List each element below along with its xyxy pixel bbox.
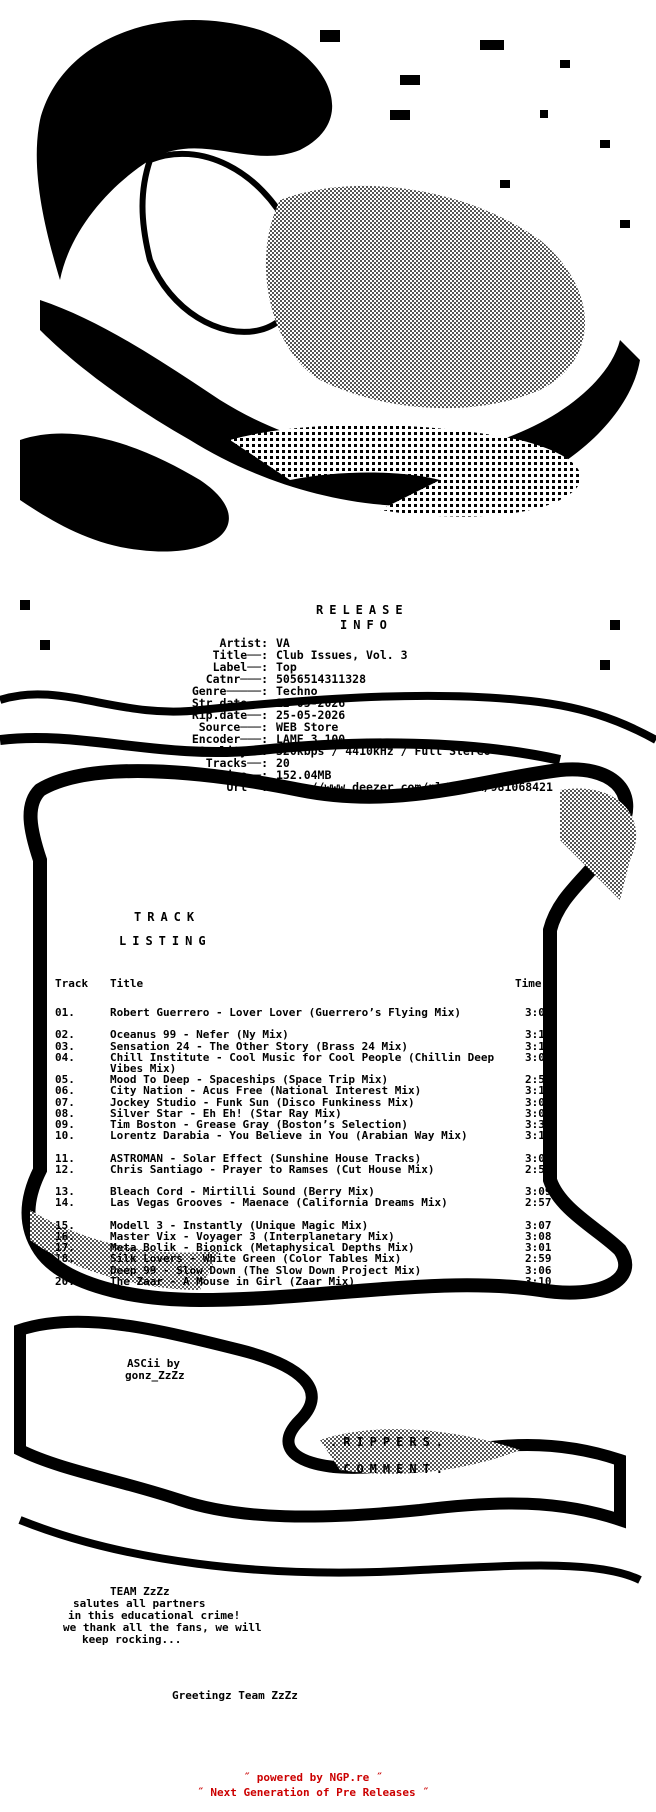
track-time: 3:10	[525, 1274, 552, 1288]
ascii-by-label: ASCii by	[127, 1357, 180, 1370]
release-info-value: Top	[276, 660, 297, 674]
release-info-value: http://www.deezer.com/nl/album/981068421	[276, 780, 553, 794]
track-time: 3:17	[525, 1028, 552, 1042]
track-number: 20.	[55, 1274, 75, 1288]
release-info-row	[150, 757, 610, 769]
rippers-heading-1: .RIPPERS.	[330, 1435, 450, 1449]
track-number: 08.	[55, 1106, 75, 1120]
track-time: 3:01	[525, 1241, 552, 1255]
col-header-track: Track	[55, 977, 89, 990]
rippers-comment-line: we thank all the fans, we will	[63, 1621, 262, 1634]
track-time: 3:09	[525, 1185, 552, 1199]
ascii-by-author: gonz_ZzZz	[125, 1369, 185, 1382]
release-info-heading-2: INFO	[340, 618, 393, 632]
release-info-value: VA	[276, 636, 290, 650]
track-number: 12.	[55, 1162, 75, 1176]
release-info-key: Artist:	[219, 636, 268, 650]
track-number: 04.	[55, 1050, 75, 1064]
track-title: Robert Guerrero - Lover Lover (Guerrero’s Flying Mix)	[110, 1006, 461, 1019]
track-number: 07.	[55, 1095, 75, 1109]
track-title: Bleach Cord - Mirtilli Sound (Berry Mix)	[110, 1185, 375, 1199]
track-time: 3:08	[525, 1230, 552, 1243]
release-info-value: 12-05-2026	[276, 696, 346, 710]
release-info-value: Techno	[276, 684, 318, 698]
release-info-key: Tracks──:	[205, 756, 268, 770]
track-number: 15.	[55, 1218, 75, 1232]
track-title: ASTROMAN - Solar Effect (Sunshine House Tracks)	[110, 1151, 422, 1165]
track-title: Las Vegas Grooves - Maenace (California Dreams Mix)	[110, 1196, 448, 1210]
col-header-time: Time	[515, 977, 542, 990]
track-title: Oceanus 99 - Nefer (Ny Mix)	[110, 1028, 289, 1042]
track-title: Mood To Deep - Spaceships (Space Trip Mix)	[110, 1073, 389, 1087]
release-info-key: Title──:	[212, 648, 268, 662]
track-listing-heading-2: LISTING	[119, 934, 212, 948]
track-title: Lorentz Darabia - You Believe in You (Arabian Way Mix)	[110, 1129, 468, 1143]
track-number: 13.	[55, 1185, 75, 1199]
track-number: 16.	[55, 1230, 75, 1243]
track-time: 3:06	[525, 1050, 552, 1064]
track-number: 05.	[55, 1073, 75, 1087]
art-comment-frame	[20, 1322, 620, 1520]
track-number: 06.	[55, 1084, 75, 1098]
release-info-key: Label──:	[212, 660, 268, 674]
rippers-comment-line: salutes all partners	[73, 1597, 206, 1610]
track-number: 09.	[55, 1118, 75, 1131]
release-info-value: Club Issues, Vol. 3	[276, 648, 408, 662]
track-title: The Zaar - A Mouse in Girl (Zaar Mix)	[110, 1274, 356, 1288]
track-time: 2:52	[525, 1162, 552, 1176]
footer-powered-by: ˝ powered by NGP.re ˝	[243, 1771, 383, 1784]
track-title: Chris Santiago - Prayer to Ramses (Cut House Mix)	[110, 1162, 435, 1176]
track-time: 3:15	[525, 1084, 552, 1098]
track-title: Silk Lovers - White Green (Color Tables Mix)	[110, 1252, 402, 1266]
release-info-row	[150, 781, 610, 793]
track-title: Chill Institute - Cool Music for Cool People (Chillin Deep Vibes Mix)	[110, 1050, 495, 1075]
release-info-key: Catnr───:	[205, 672, 268, 686]
release-info-key: Encoder───:	[191, 732, 268, 746]
release-info-key: Rip.date──:	[191, 708, 268, 722]
track-time: 3:00	[525, 1151, 552, 1165]
release-info-value: 320kbps / 4410kHz / Full Stereo	[276, 744, 491, 758]
track-number: 10.	[55, 1129, 75, 1143]
rippers-comment-line: TEAM ZzZz	[110, 1585, 170, 1598]
release-info-value: 5056514311328	[276, 672, 367, 686]
footer-tagline: ˝ Next Generation of Pre Releases ˝	[197, 1786, 429, 1799]
track-time: 2:59	[525, 1252, 552, 1266]
track-title: Sensation 24 - The Other Story (Brass 24 Mix)	[110, 1039, 409, 1053]
track-number: 14.	[55, 1196, 75, 1210]
rippers-heading-2: .COMMENT.	[330, 1462, 450, 1476]
track-number: 03.	[55, 1039, 75, 1053]
track-time: 3:06	[525, 1263, 552, 1277]
art-gray-cloud	[266, 186, 585, 408]
greetings: Greetingz Team ZzZz	[172, 1689, 298, 1702]
track-time: 3:13	[525, 1039, 552, 1053]
release-info-key: Source───:	[198, 720, 268, 734]
release-info-value: 152.04MB	[276, 768, 332, 782]
track-title: Master Vix - Voyager 3 (Interplanetary Mix)	[110, 1230, 395, 1243]
track-number: 17.	[55, 1241, 75, 1255]
track-time: 3:37	[525, 1118, 552, 1131]
release-info-key: Str.date──:	[191, 696, 268, 710]
track-title: Silver Star - Eh Eh! (Star Ray Mix)	[110, 1106, 342, 1120]
release-info-key: Url──:	[226, 780, 268, 794]
rippers-comment-line: in this educational crime!	[68, 1609, 241, 1622]
track-number: 01.	[55, 1006, 75, 1019]
track-title: Meta Bolik - Bionick (Metaphysical Depths Mix)	[110, 1241, 415, 1255]
track-title: Tim Boston - Grease Gray (Boston’s Selection)	[110, 1118, 409, 1131]
art-comment-bottom	[20, 1520, 640, 1580]
track-time: 3:12	[525, 1129, 552, 1143]
track-number: 18.	[55, 1252, 75, 1266]
track-title: Jockey Studio - Funk Sun (Disco Funkiness Mix)	[110, 1095, 415, 1109]
track-time: 3:05	[525, 1006, 552, 1019]
release-info-value: WEB Store	[276, 720, 339, 734]
track-title: Deep 99 - Slow Down (The Slow Down Project Mix)	[110, 1263, 422, 1277]
rippers-comment-line: keep rocking...	[82, 1633, 182, 1646]
release-info-value: 25-05-2026	[276, 708, 346, 722]
track-time: 3:07	[525, 1218, 552, 1232]
track-listing-heading-1: TRACK	[134, 910, 201, 924]
release-info-key: Size──:	[219, 768, 268, 782]
track-time: 3:09	[525, 1095, 552, 1109]
art-swirl-mid	[20, 434, 229, 552]
release-info-key: Genre─────:	[191, 684, 268, 698]
track-time: 2:57	[525, 1073, 552, 1087]
track-title: Modell 3 - Instantly (Unique Magic Mix)	[110, 1218, 369, 1232]
track-number: 19.	[55, 1263, 75, 1277]
col-header-title: Title	[110, 977, 144, 990]
track-title: City Nation - Acus Free (National Interest Mix)	[110, 1084, 422, 1098]
track-time: 2:57	[525, 1196, 552, 1210]
track-number: 02.	[55, 1028, 75, 1042]
release-info-key: Quality──:	[198, 744, 268, 758]
track-time: 3:03	[525, 1106, 552, 1120]
track-number: 11.	[55, 1151, 75, 1165]
release-info-value: LAME 3.100	[276, 732, 346, 746]
release-info-heading-1: RELEASE	[316, 603, 409, 617]
release-info-value: 20	[276, 756, 290, 770]
